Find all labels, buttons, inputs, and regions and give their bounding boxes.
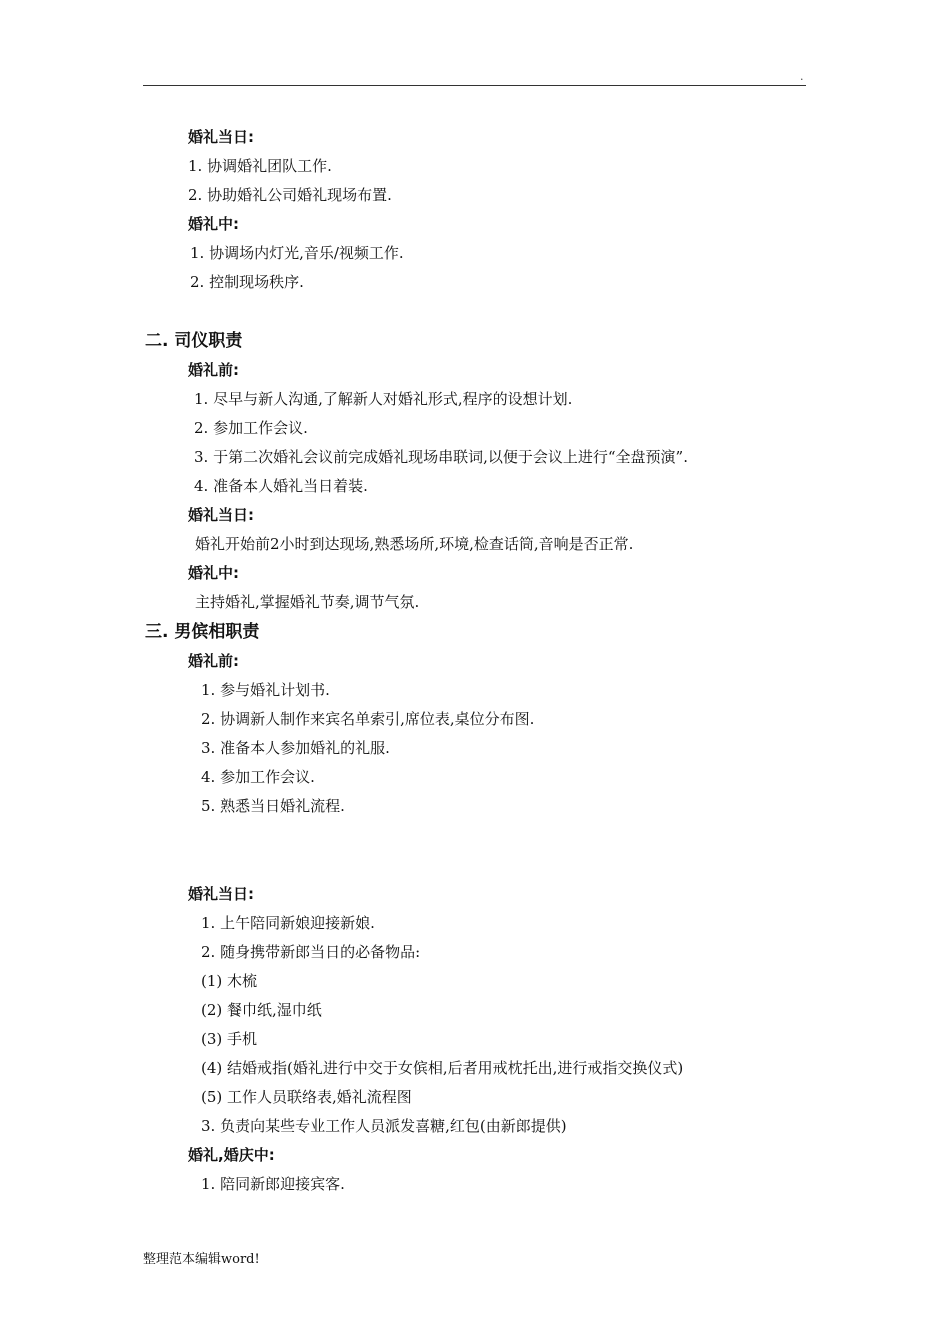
section2-title: 二. 司仪职责 xyxy=(145,331,243,351)
list-item: 5. 熟悉当日婚礼流程. xyxy=(201,797,345,815)
list-item: 2. 随身携带新郎当日的必备物品: xyxy=(201,943,421,961)
list-item: 1. 陪同新郎迎接宾客. xyxy=(201,1175,345,1193)
list-item: 3. 于第二次婚礼会议前完成婚礼现场串联词,以便于会议上进行“全盘预演”. xyxy=(194,448,688,466)
list-item: 1. 参与婚礼计划书. xyxy=(201,681,330,699)
list-item: 2. 协助婚礼公司婚礼现场布置. xyxy=(188,186,392,204)
list-item: 4. 准备本人婚礼当日着装. xyxy=(194,477,368,495)
section3-ceremony-heading: 婚礼,婚庆中: xyxy=(188,1146,275,1164)
header-rule xyxy=(143,85,806,86)
list-item: 4. 参加工作会议. xyxy=(201,768,315,786)
sub-list-item: (3) 手机 xyxy=(201,1030,258,1048)
header-mark: . xyxy=(800,70,804,83)
section1-during-wedding-heading: 婚礼中: xyxy=(188,215,239,233)
list-item: 1. 尽早与新人沟通,了解新人对婚礼形式,程序的设想计划. xyxy=(194,390,573,408)
sub-list-item: (1) 木梳 xyxy=(201,972,258,990)
sub-list-item: (4) 结婚戒指(婚礼进行中交于女傧相,后者用戒枕托出,进行戒指交换仪式) xyxy=(201,1059,684,1077)
list-item: 1. 协调婚礼团队工作. xyxy=(188,157,332,175)
sub-list-item: (2) 餐巾纸,湿巾纸 xyxy=(201,1001,322,1019)
section2-wedding-day-heading: 婚礼当日: xyxy=(188,506,254,524)
sub-list-item: (5) 工作人员联络表,婚礼流程图 xyxy=(201,1088,412,1106)
footer-text: 整理范本编辑word! xyxy=(143,1252,260,1267)
section1-wedding-day-heading: 婚礼当日: xyxy=(188,128,254,146)
list-item: 3. 负责向某些专业工作人员派发喜糖,红包(由新郎提供) xyxy=(201,1117,567,1135)
list-item: 2. 控制现场秩序. xyxy=(190,273,304,291)
list-item: 2. 参加工作会议. xyxy=(194,419,308,437)
list-item: 1. 协调场内灯光,音乐/视频工作. xyxy=(190,244,404,262)
section2-during-wedding-heading: 婚礼中: xyxy=(188,564,239,582)
paragraph: 主持婚礼,掌握婚礼节奏,调节气氛. xyxy=(195,593,420,611)
section3-before-wedding-heading: 婚礼前: xyxy=(188,652,239,670)
section3-title: 三. 男傧相职责 xyxy=(145,622,260,642)
paragraph: 婚礼开始前2小时到达现场,熟悉场所,环境,检查话筒,音响是否正常. xyxy=(195,535,634,553)
list-item: 2. 协调新人制作来宾名单索引,席位表,桌位分布图. xyxy=(201,710,535,728)
section3-wedding-day-heading: 婚礼当日: xyxy=(188,885,254,903)
section2-before-wedding-heading: 婚礼前: xyxy=(188,361,239,379)
list-item: 3. 准备本人参加婚礼的礼服. xyxy=(201,739,390,757)
list-item: 1. 上午陪同新娘迎接新娘. xyxy=(201,914,375,932)
